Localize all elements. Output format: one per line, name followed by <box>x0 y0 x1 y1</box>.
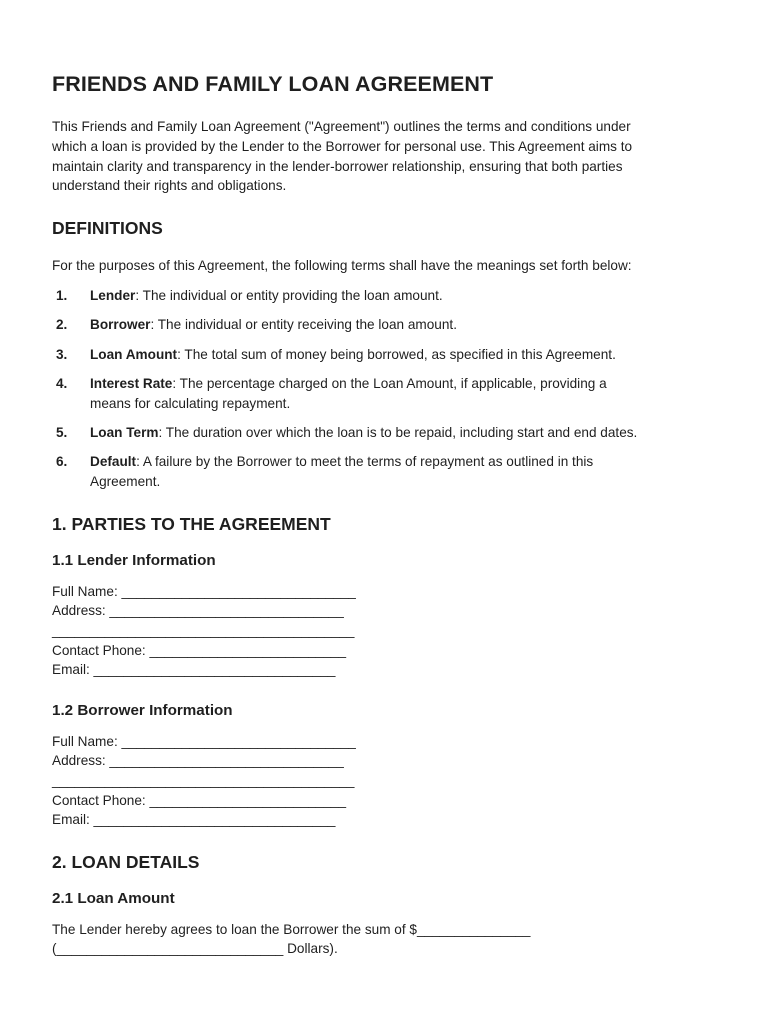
intro-line: This Friends and Family Loan Agreement ("Agreement") outlines the terms and conditions under <box>52 119 631 134</box>
parties-heading: 1. PARTIES TO THE AGREEMENT <box>52 513 331 534</box>
borrower-address-cont-field[interactable]: ________________________________________ <box>52 773 355 789</box>
definition-text: : The duration over which the loan is to be repaid, including start and end dates. <box>158 424 638 440</box>
definition-text-cont: Agreement. <box>90 474 161 490</box>
definition-number: 2. <box>56 317 68 333</box>
lender-address-field[interactable]: Address: _______________________________ <box>52 603 344 619</box>
definitions-heading: DEFINITIONS <box>52 218 163 239</box>
lender-full-name-field[interactable]: Full Name: _______________________________ <box>52 583 356 599</box>
definition-text-cont: means for calculating repayment. <box>90 395 291 411</box>
borrower-email-field[interactable]: Email: ________________________________ <box>52 812 336 828</box>
definition-term: Default <box>90 454 137 470</box>
definition-number: 5. <box>56 424 68 440</box>
lender-address-cont-field[interactable]: ________________________________________ <box>52 623 355 639</box>
lender-info-fields <box>52 582 718 680</box>
borrower-info-heading: 1.2 Borrower Information <box>52 701 233 719</box>
definition-term: Lender <box>90 287 136 303</box>
intro-line: maintain clarity and transparency in the lender-borrower relationship, ensuring that both parties <box>52 158 623 174</box>
definition-item <box>52 286 718 306</box>
lender-info-heading: 1.1 Lender Information <box>52 551 216 569</box>
definition-item <box>52 423 718 443</box>
definition-term: Loan Amount <box>90 346 178 362</box>
definition-item <box>52 452 718 492</box>
intro-paragraph <box>52 117 718 196</box>
definition-number: 4. <box>56 375 68 391</box>
definition-term: Borrower <box>90 317 151 333</box>
intro-line: which a loan is provided by the Lender to the Borrower for personal use. This Agreement aims to <box>52 138 633 154</box>
document-title: FRIENDS AND FAMILY LOAN AGREEMENT <box>52 72 494 96</box>
definition-text: : A failure by the Borrower to meet the terms of repayment as outlined in this <box>136 454 594 470</box>
borrower-phone-field[interactable]: Contact Phone: __________________________ <box>52 792 347 808</box>
lender-email-field[interactable]: Email: ________________________________ <box>52 662 336 678</box>
loan-amount-text <box>52 920 718 959</box>
definition-term: Interest Rate <box>90 375 173 391</box>
loan-amount-heading: 2.1 Loan Amount <box>52 889 175 907</box>
definition-number: 3. <box>56 346 68 362</box>
definition-text: : The individual or entity receiving the loan amount. <box>150 317 457 333</box>
definition-term: Loan Term <box>90 424 159 440</box>
intro-line: understand their rights and obligations. <box>52 178 287 194</box>
loan-details-heading: 2. LOAN DETAILS <box>52 851 200 872</box>
borrower-info-fields <box>52 732 718 830</box>
loan-amount-sum-field[interactable]: The Lender hereby agrees to loan the Borrower the sum of $_______________ <box>52 921 531 937</box>
definition-number: 6. <box>56 454 68 470</box>
definition-text: : The total sum of money being borrowed, as specified in this Agreement. <box>177 346 616 362</box>
definition-item <box>52 315 718 335</box>
borrower-address-field[interactable]: Address: _______________________________ <box>52 753 344 769</box>
lender-phone-field[interactable]: Contact Phone: __________________________ <box>52 642 347 658</box>
definition-text: : The individual or entity providing the loan amount. <box>135 287 443 303</box>
definition-item <box>52 374 718 414</box>
loan-amount-words-field[interactable]: (______________________________ Dollars). <box>52 941 338 957</box>
definitions-lead: For the purposes of this Agreement, the following terms shall have the meanings set forth below: <box>52 258 632 274</box>
borrower-full-name-field[interactable]: Full Name: _______________________________ <box>52 733 356 749</box>
definition-number: 1. <box>56 287 68 303</box>
definition-text: : The percentage charged on the Loan Amount, if applicable, providing a <box>172 375 607 391</box>
definitions-list <box>52 286 718 492</box>
definition-item <box>52 345 718 365</box>
